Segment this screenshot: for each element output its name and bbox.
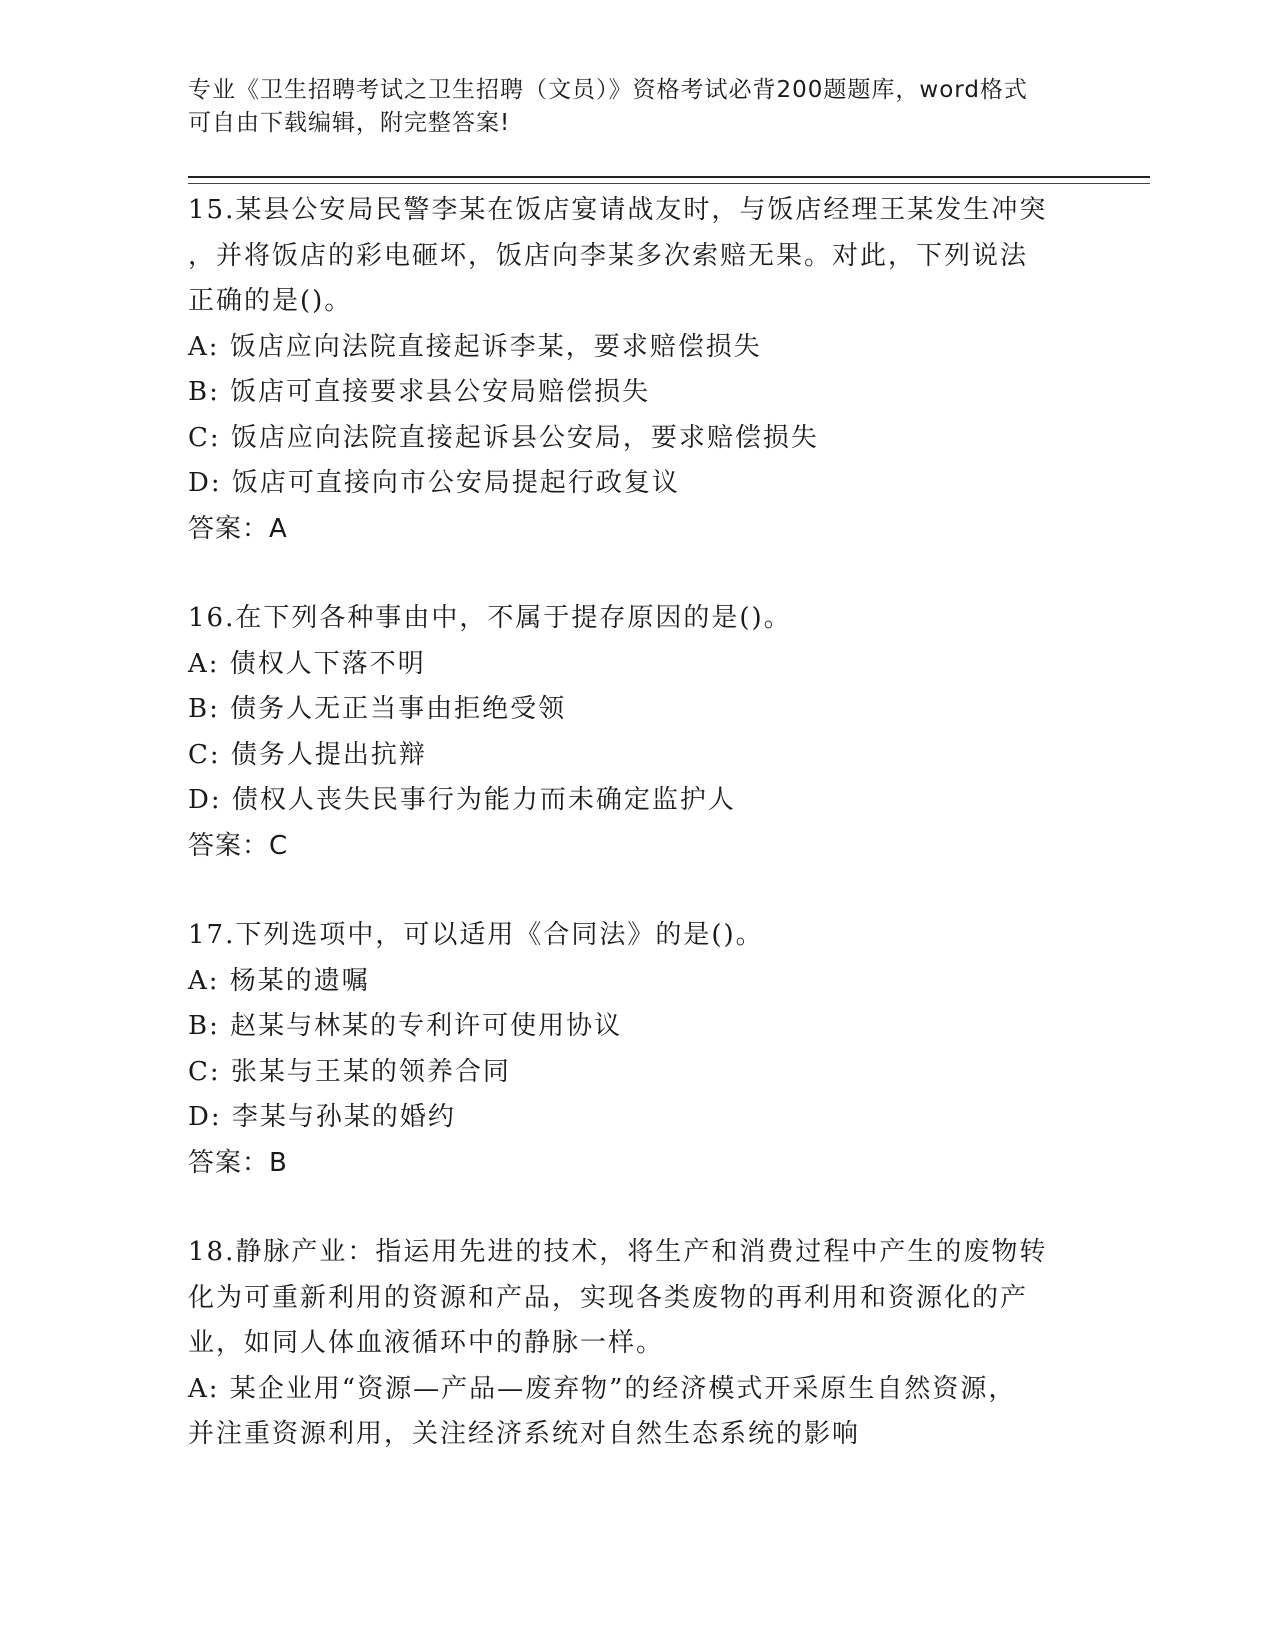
answer: 答案：A xyxy=(188,513,288,544)
answer: 答案：C xyxy=(188,830,289,861)
question-gap xyxy=(188,552,1088,596)
question-text-line: 17.下列选项中，可以适用《合同法》的是()。 xyxy=(188,920,764,950)
option-a: A: 饭店应向法院直接起诉李某，要求赔偿损失 xyxy=(188,331,762,362)
document-header xyxy=(188,74,1088,140)
question-gap xyxy=(188,869,1088,913)
header-divider-thick xyxy=(188,176,1150,178)
option-d: D: 李某与孙某的婚约 xyxy=(188,1102,456,1132)
option-a: A: 杨某的遗嘱 xyxy=(188,965,370,996)
option-c: C: 饭店应向法院直接起诉县公安局，要求赔偿损失 xyxy=(188,422,819,453)
question-list xyxy=(188,188,1088,1458)
option-b: B: 债务人无正当事由拒绝受领 xyxy=(188,694,567,724)
option-d: D: 债权人丧失民事行为能力而未确定监护人 xyxy=(188,785,736,815)
question-15 xyxy=(188,188,1088,552)
option-a: A: 某企业用“资源—产品—废弃物”的经济模式开采原生自然资源， xyxy=(188,1373,1017,1404)
header-divider-thin xyxy=(188,183,1150,184)
option-d: D: 饭店可直接向市公安局提起行政复议 xyxy=(188,468,680,498)
option-c: C: 张某与王某的领养合同 xyxy=(188,1056,511,1087)
header-line-1: 专业《卫生招聘考试之卫生招聘（文员）》资格考试必背200题题库，word格式 xyxy=(188,77,1028,103)
question-text-line: 15.某县公安局民警李某在饭店宴请战友时，与饭店经理王某发生冲突 xyxy=(188,195,1048,225)
header-line-2: 可自由下载编辑，附完整答案! xyxy=(188,110,511,136)
question-text-line: ，并将饭店的彩电砸坏，饭店向李某多次索赔无果。对此，下列说法 xyxy=(188,240,1029,271)
option-b: B: 赵某与林某的专利许可使用协议 xyxy=(188,1011,623,1041)
question-text-line: 化为可重新利用的资源和产品，实现各类废物的再利用和资源化的产 xyxy=(188,1282,1029,1313)
answer: 答案：B xyxy=(188,1147,288,1178)
question-text-line: 16.在下列各种事由中，不属于提存原因的是()。 xyxy=(188,603,792,633)
question-text-line: 18.静脉产业：指运用先进的技术，将生产和消费过程中产生的废物转 xyxy=(188,1237,1048,1267)
option-c: C: 债务人提出抗辩 xyxy=(188,739,427,770)
question-text-line: 业，如同人体血液循环中的静脉一样。 xyxy=(188,1328,665,1358)
question-gap xyxy=(188,1186,1088,1230)
question-16 xyxy=(188,596,1088,869)
question-18 xyxy=(188,1230,1088,1458)
question-17 xyxy=(188,913,1088,1186)
option-b: B: 饭店可直接要求县公安局赔偿损失 xyxy=(188,377,651,407)
question-text-line: 正确的是()。 xyxy=(188,286,353,316)
option-a: A: 债权人下落不明 xyxy=(188,648,426,679)
option-a-continued: 并注重资源利用，关注经济系统对自然生态系统的影响 xyxy=(188,1419,861,1449)
